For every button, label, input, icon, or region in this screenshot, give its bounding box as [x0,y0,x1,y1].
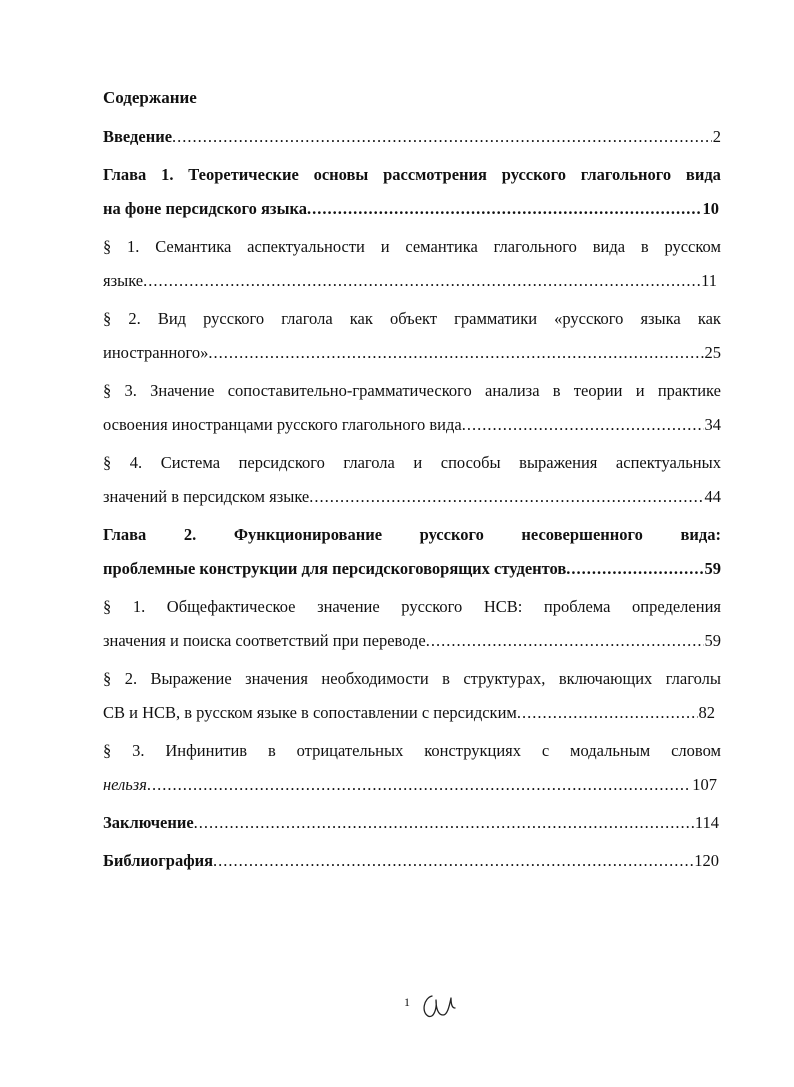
toc-entry-line: значения и поиска соответствий при переводе ..... 59 [103,624,721,658]
toc-entry-line: освоения иностранцами русского глагольного вида ..... 34 [103,408,721,442]
page-number: 1 [404,995,410,1009]
dot-leader [213,844,693,878]
toc-entry-line: на фоне персидского языка ..... 10 [103,192,719,226]
dot-leader [307,192,702,226]
toc-entry-line: § 1. Общефактическое значение русского НСВ: проблема определения [103,597,721,616]
toc-entry-section-1-1[interactable] [103,230,721,298]
toc-entry-chapter-1[interactable] [103,158,721,226]
table-of-contents [103,84,721,878]
toc-page-number: 2 [712,127,721,146]
toc-page-number: 44 [704,487,721,506]
toc-entry-section-2-1[interactable] [103,590,721,658]
dot-leader [566,552,703,586]
toc-title: Содержание [103,88,197,107]
toc-entry-line: § 3. Значение сопоставительно-грамматического анализа в теории и практике [103,381,721,400]
toc-entry-label: Библиография [103,851,214,870]
handwritten-signature [418,988,458,1024]
toc-page-number: 114 [694,813,719,832]
toc-entry-section-2-3[interactable] [103,734,721,802]
dot-leader [194,806,694,840]
dot-leader [208,336,703,370]
toc-entry-bibliography[interactable] [103,844,719,878]
toc-page-number: 107 [692,775,717,794]
toc-entry-line: § 4. Система персидского глагола и способы выражения аспектуальных [103,453,721,472]
toc-page-number: 59 [704,559,721,578]
dot-leader [143,264,700,298]
toc-entry-line: § 3. Инфинитив в отрицательных конструкциях с модальным словом [103,741,721,760]
toc-entry-line: нельзя ..... 107 [103,768,717,802]
toc-entry-line: языке ..... 11 [103,264,717,298]
toc-entry-line: § 2. Выражение значения необходимости в структурах, включающих глаголы [103,669,721,688]
toc-entry-chapter-2[interactable] [103,518,721,586]
dot-leader [172,120,712,154]
toc-entry-intro[interactable] [103,120,721,154]
toc-entry-line: Глава 1. Теоретические основы рассмотрения русского глагольного вида [103,165,721,184]
toc-entry-line: Глава 2. Функционирование русского несовершенного вида: [103,525,721,544]
toc-entry-line: проблемные конструкции для персидскоговорящих студентов ..... 59 [103,552,721,586]
toc-entry-section-2-2[interactable] [103,662,721,730]
toc-page-number: 11 [701,271,717,290]
toc-entry-line: значений в персидском языке ..... 44 [103,480,721,514]
dot-leader [309,480,703,514]
toc-page-number: 120 [694,851,719,870]
toc-entry-section-1-2[interactable] [103,302,721,370]
toc-page-number: 59 [704,631,721,650]
toc-entry-line: § 1. Семантика аспектуальности и семантика глагольного вида в русском [103,237,721,256]
toc-entry-line: СВ и НСВ, в русском языке в сопоставлении с персидским ..... 82 [103,696,715,730]
toc-page-number: 82 [698,703,715,722]
toc-entry-section-1-4[interactable] [103,446,721,514]
toc-page-number: 34 [704,415,721,434]
toc-page-number: 25 [704,343,721,362]
dot-leader [426,624,704,658]
toc-entry-conclusion[interactable] [103,806,719,840]
dot-leader [517,696,698,730]
dot-leader [462,408,704,442]
toc-entry-line: иностранного» ..... 25 [103,336,721,370]
toc-entry-section-1-3[interactable] [103,374,721,442]
dot-leader [147,768,691,802]
toc-entry-label: Введение [103,127,173,146]
toc-page-number: 10 [702,199,719,218]
toc-entry-label: Заключение [103,813,194,832]
toc-entry-line: § 2. Вид русского глагола как объект грамматики «русского языка как [103,309,721,328]
